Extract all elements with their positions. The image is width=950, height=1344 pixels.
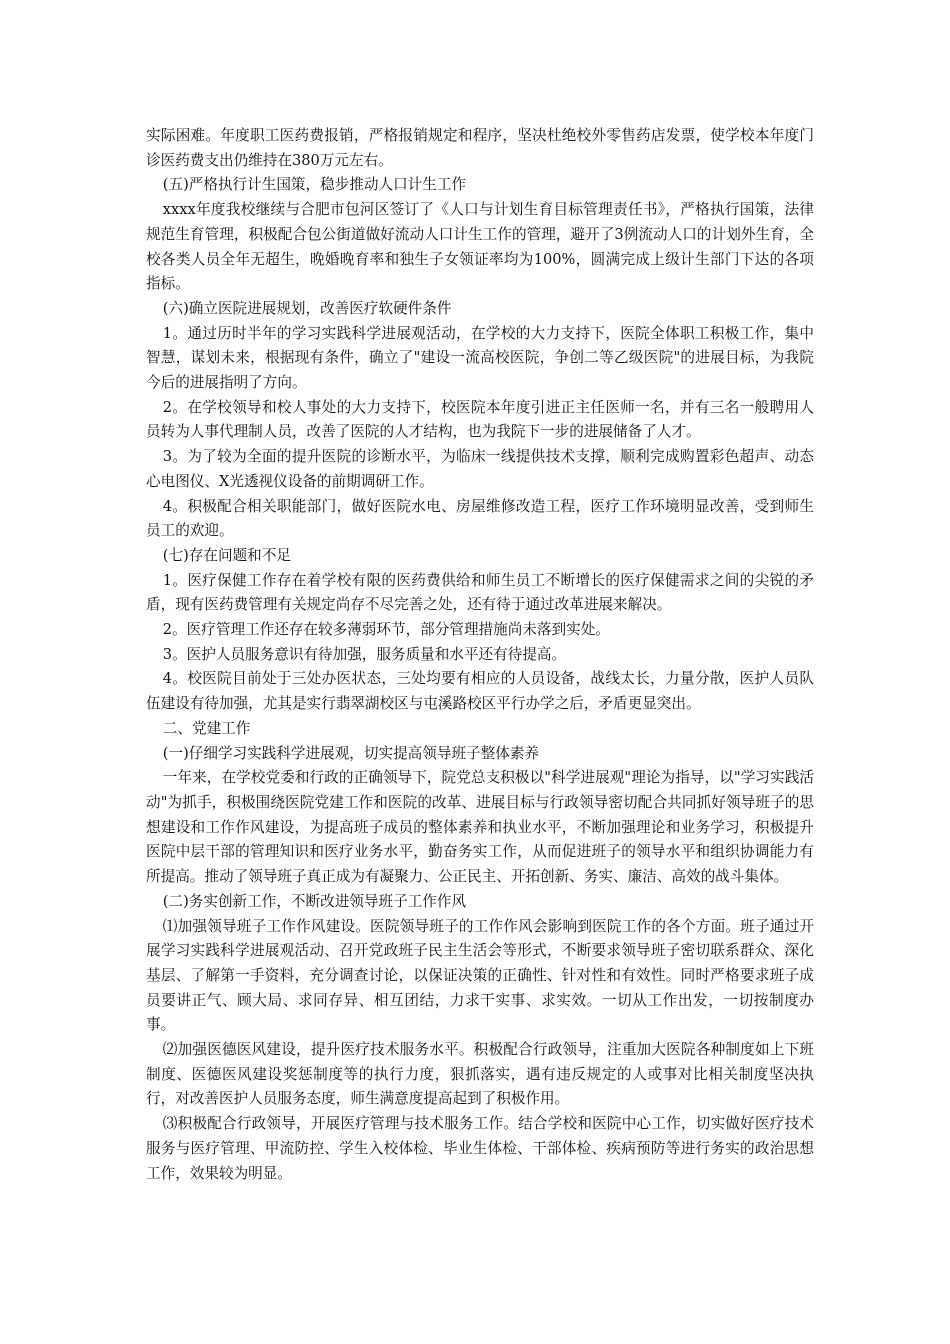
paragraph-continuation: 实际困难。年度职工医药费报销，严格报销规定和程序，坚决杜绝校外零售药店发票，使学校本年度门诊医药费支出仍维持在380万元左右。 <box>146 127 814 169</box>
list-item-party-2-2: ⑵加强医德医风建设，提升医疗技术服务水平。积极配合行政领导，注重加大医院各种制度如上下班制度、医德医风建设奖惩制度等的执行力度，狠抓落实，遇有违反规定的人或事对比相关制度坚决执行，对改善医护人员服务态度，师生满意度提高起到了积极作用。 <box>146 1041 814 1108</box>
list-item-party-2-1: ⑴加强领导班子工作作风建设。医院领导班子的工作作风会影响到医院工作的各个方面。班子通过开展学习实践科学进展观活动、召开党政班子民主生活会等形式，不断要求领导班子密切联系群众、深化基层、了解第一手资料，充分调查讨论，以保证决策的正确性、针对性和有效性。同时严格要求班子成员要讲正气、顾大局、求同存异、相互团结，力求干实事、求实效。一切从工作出发，一切按制度办事。 <box>146 917 814 1034</box>
list-item-7-4: 4。校医院目前处于三处办医状态，三处均要有相应的人员设备，战线太长，力量分散，医护人员队伍建设有待加强，尤其是实行翡翠湖校区与屯溪路校区平行办学之后，矛盾更显突出。 <box>146 670 814 713</box>
section-heading-party-1: (一)仔细学习实践科学进展观，切实提高领导班子整体素养 <box>162 744 540 762</box>
list-item-7-2: 2。医疗管理工作还存在较多薄弱环节，部分管理措施尚未落到实处。 <box>162 621 610 639</box>
list-item-6-2: 2。在学校领导和校人事处的大力支持下，校医院本年度引进正主任医师一名，并有三名一般聘用人员转为人事代理制人员，改善了医院的人才结构，也为我院下一步的进展储备了人才。 <box>146 398 814 441</box>
list-item-6-1: 1。通过历时半年的学习实践科学进展观活动，在学校的大力支持下，医院全体职工积极工作，集中智慧，谋划未来，根据现有条件，确立了"建设一流高校医院，争创二等乙级医院"的进展目标，为我院今后的进展指明了方向。 <box>146 324 814 392</box>
list-item-6-4: 4。积极配合相关职能部门，做好医院水电、房屋维修改造工程，医疗工作环境明显改善，受到师生员工的欢迎。 <box>146 497 814 540</box>
section-heading-party-2: (二)务实创新工作，不断改进领导班子工作作风 <box>162 892 467 910</box>
section-heading-7: (七)存在问题和不足 <box>162 546 291 564</box>
list-item-6-3: 3。为了较为全面的提升医院的诊断水平，为临床一线提供技术支撑，顺利完成购置彩色超声、动态心电图仪、X光透视仪设备的前期调研工作。 <box>146 448 814 490</box>
paragraph-party-1: 一年来，在学校党委和行政的正确领导下，院党总支积极以"科学进展观"理论为指导，以"学习实践活动"为抓手，积极围绕医院党建工作和医院的改革、进展目标与行政领导密切配合共同抓好领导班子的思想建设和工作作风建设，为提高班子成员的整体素养和执业水平，不断加强理论和业务学习，积极提升医院中层干部的管理知识和医疗业务水平，勤奋务实工作，从而促进班子的领导水平和组织协调能力有所提高。推动了领导班子真正成为有凝聚力、公正民主、开拓创新、务实、廉洁、高效的战斗集体。 <box>146 769 814 886</box>
section-heading-5: (五)严格执行计生国策，稳步推动人口计生工作 <box>162 176 467 194</box>
section-heading-6: (六)确立医院进展规划，改善医疗软硬件条件 <box>162 299 452 317</box>
list-item-7-1: 1。医疗保健工作存在着学校有限的医药费供给和师生员工不断增长的医疗保健需求之间的尖锐的矛盾，现有医药费管理有关规定尚存不尽完善之处，还有待于通过改革进展来解决。 <box>146 571 814 614</box>
document-page <box>146 124 814 1186</box>
paragraph-family-planning: xxxx年度我校继续与合肥市包河区签订了《人口与计划生育目标管理责任书》，严格执行国策，法律规范生育管理，积极配合包公街道做好流动人口计生工作的管理，避开了3例流动人口的计划外生育，全校各类人员全年无超生，晚婚晚育率和独生子女领证率均为100%，圆满完成上级计生部门下达的各项指标。 <box>146 201 814 293</box>
chapter-heading-party: 二、党建工作 <box>162 719 251 737</box>
list-item-party-2-3: ⑶积极配合行政领导，开展医疗管理与技术服务工作。结合学校和医院中心工作，切实做好医疗技术服务与医疗管理、甲流防控、学生入校体检、毕业生体检、干部体检、疾病预防等进行务实的政治思想工作，效果较为明显。 <box>146 1115 814 1182</box>
list-item-7-3: 3。医护人员服务意识有待加强，服务质量和水平还有待提高。 <box>162 645 567 663</box>
